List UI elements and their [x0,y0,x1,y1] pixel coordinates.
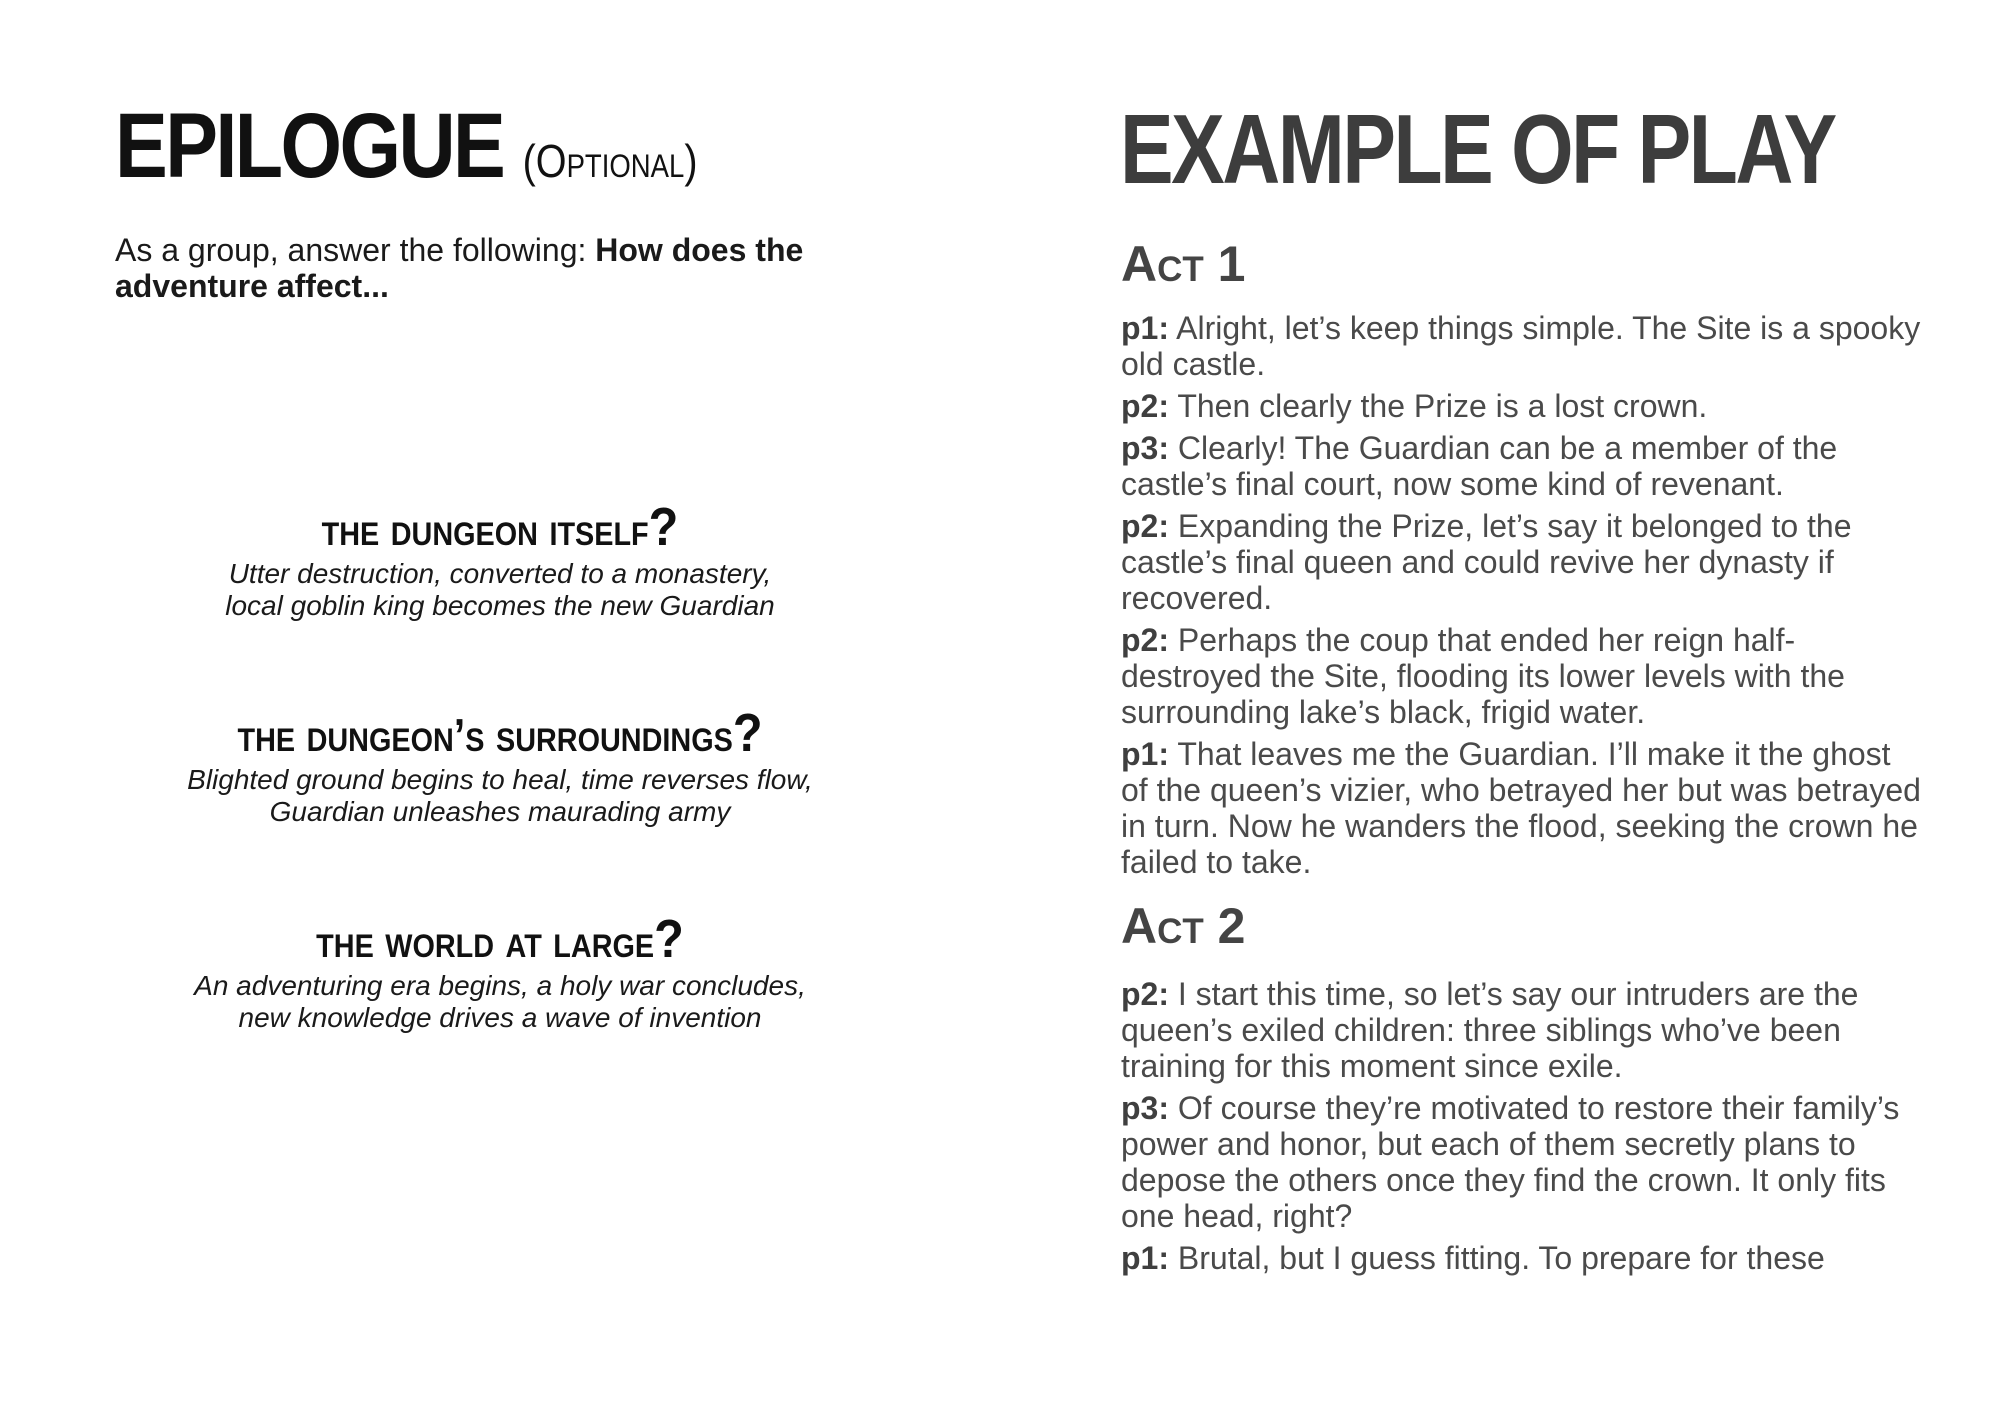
example-of-play-title: EXAMPLE OF PLAY [1120,94,1835,204]
dialogue-line [1121,310,1921,382]
question-answer-line: An adventuring era begins, a holy war concludes, [194,970,806,1001]
speaker-label [1121,310,1169,346]
epilogue-subtitle: (Optional) [522,135,698,187]
question-heading [140,909,860,969]
question-world-at-large [100,909,900,1034]
question-mark: ? [732,703,763,763]
speaker-label [1121,430,1169,466]
question-answer-line: local goblin king becomes the new Guardian [225,590,775,621]
act-1-heading: Act 1 [1121,236,1246,292]
speaker-sep: : [1158,1240,1169,1276]
act-2-dialogue [1121,976,1921,1282]
speaker-sep: : [1158,388,1169,424]
speaker-label [1121,976,1169,1012]
speaker-name: p1 [1121,736,1159,772]
question-heading [140,703,860,763]
question-mark: ? [648,497,679,557]
speaker-sep: : [1158,736,1169,772]
question-mark: ? [654,909,684,969]
question-dungeon-surroundings [100,703,900,828]
speaker-name: p3 [1121,1090,1159,1126]
dialogue-line [1121,736,1921,880]
speaker-name: p2 [1121,976,1159,1012]
speaker-sep: : [1158,622,1169,658]
speaker-name: p2 [1121,388,1159,424]
speaker-sep: : [1158,976,1169,1012]
dialogue-text: Alright, let’s keep things simple. The Site is a spooky old castle. [1121,310,1921,382]
act-2-heading: Act 2 [1121,898,1246,954]
speaker-label [1121,1090,1169,1126]
speaker-name: p3 [1121,430,1159,466]
question-answer-line: Blighted ground begins to heal, time reverses flow, [187,764,813,795]
dialogue-text: I start this time, so let’s say our intruders are the queen’s exiled children: three siblings who’ve been training for this moment since exile. [1121,976,1859,1084]
dialogue-text: Brutal, but I guess fitting. To prepare for these [1169,1240,1825,1276]
speaker-sep: : [1158,1090,1169,1126]
epilogue-title-text: EPILOGUE [115,95,504,197]
question-heading-text: the dungeon’s surroundings [237,709,733,761]
dialogue-line [1121,388,1921,424]
dialogue-text: Perhaps the coup that ended her reign half-destroyed the Site, flooding its lower levels with the surrounding lake’s black, frigid water. [1121,622,1845,730]
speaker-sep: : [1158,430,1169,466]
speaker-name: p2 [1121,508,1159,544]
speaker-name: p2 [1121,622,1159,658]
dialogue-text: That leaves me the Guardian. I’ll make it the ghost of the queen’s vizier, who betrayed her but was betrayed in turn. Now he wanders the flood, seeking the crown he failed to take. [1121,736,1921,880]
speaker-name: p1 [1121,1240,1159,1276]
speaker-label [1121,736,1169,772]
dialogue-line [1121,622,1921,730]
dialogue-line [1121,976,1921,1084]
speaker-label [1121,622,1169,658]
epilogue-title [115,95,698,197]
speaker-label [1121,508,1169,544]
question-answer-line: Utter destruction, converted to a monastery, [228,558,772,589]
question-answer-line: Guardian unleashes maurading army [269,796,731,827]
question-heading [140,497,860,557]
dialogue-text: Expanding the Prize, let’s say it belonged to the castle’s final queen and could revive her dynasty if recovered. [1121,508,1852,616]
speaker-label [1121,1240,1169,1276]
dialogue-text: Then clearly the Prize is a lost crown. [1169,388,1708,424]
right-page [1000,0,2000,1410]
question-heading-text: the dungeon itself [321,503,649,555]
act-1-dialogue [1121,310,1921,886]
dialogue-text: Clearly! The Guardian can be a member of the castle’s final court, now some kind of revenant. [1121,430,1838,502]
epilogue-intro [115,232,875,304]
speaker-label [1121,388,1169,424]
speaker-sep: : [1158,310,1169,346]
question-dungeon-itself [100,497,900,622]
question-answer-line: new knowledge drives a wave of invention [238,1002,762,1033]
dialogue-line [1121,1090,1921,1234]
intro-bold: How does the adventure affect... [115,232,804,304]
dialogue-line [1121,1240,1921,1276]
question-heading-text: the world at large [316,915,655,967]
dialogue-text: Of course they’re motivated to restore their family’s power and honor, but each of them secretly plans to depose the others once they find the crown. It only fits one head, right? [1121,1090,1900,1234]
speaker-sep: : [1158,508,1169,544]
intro-text: As a group, answer the following: [115,232,596,268]
dialogue-line [1121,430,1921,502]
dialogue-line [1121,508,1921,616]
speaker-name: p1 [1121,310,1159,346]
